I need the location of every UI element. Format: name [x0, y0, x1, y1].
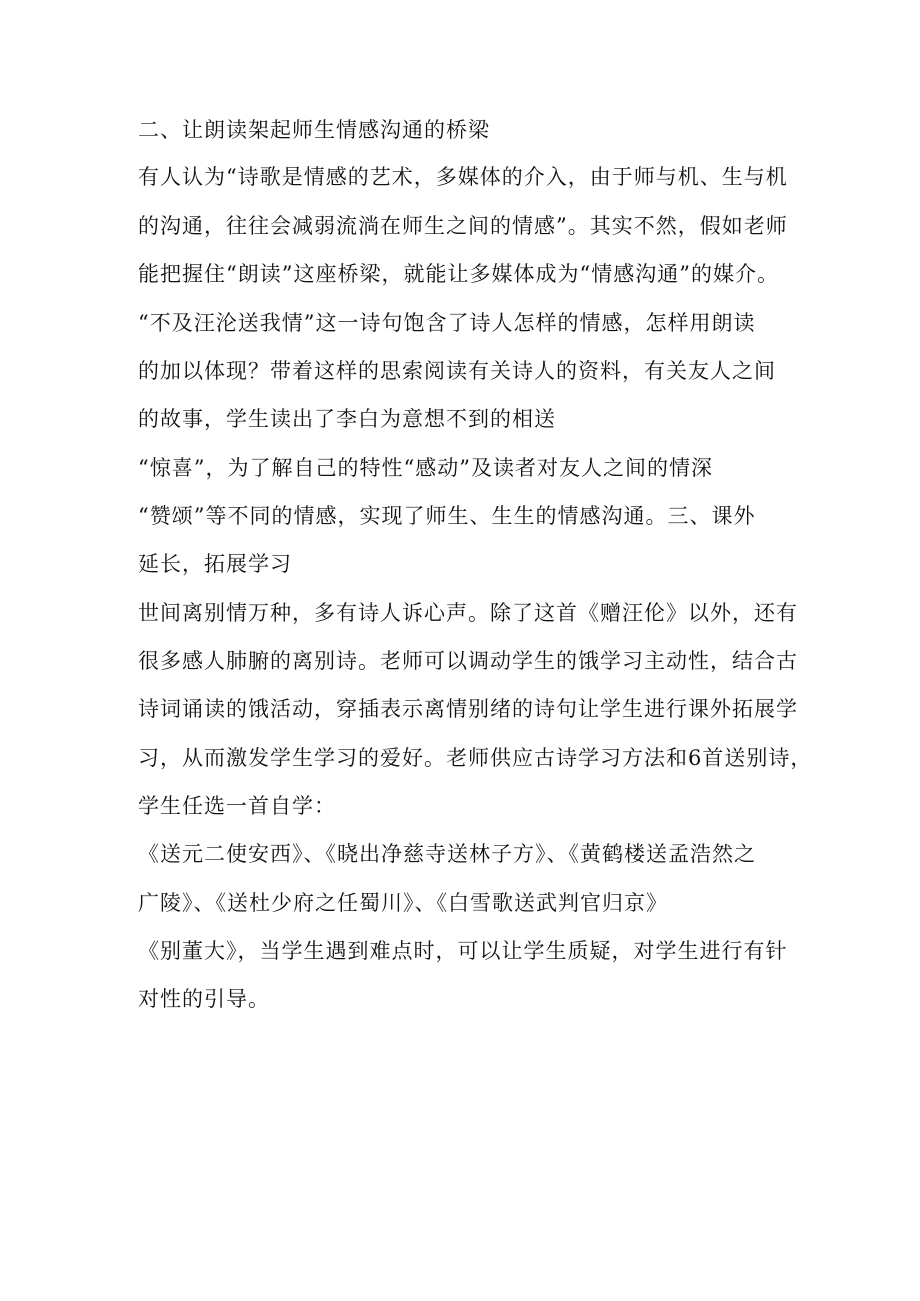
text-line: 习，从而激发学生学习的爱好。老师供应古诗学习方法和6首送别诗，	[138, 746, 813, 770]
text-line: 《送元二使安西》、《晓出净慈寺送林子方》、《黄鹤楼送孟浩然之	[138, 842, 756, 866]
section-heading: 二、让朗读架起师生情感沟通的桥梁	[138, 118, 490, 142]
text-line: “不及汪沦送我情”这一诗句饱含了诗人怎样的情感，怎样用朗读	[138, 311, 756, 335]
text-line: 学生任选一首自学：	[138, 794, 336, 818]
text-line: 很多感人肺腑的离别诗。老师可以调动学生的饿学习主动性，结合古	[138, 649, 798, 673]
text-line: 延长，拓展学习	[138, 552, 292, 576]
text-line: 的沟通，往往会减弱流淌在师生之间的情感”。其实不然，假如老师	[138, 214, 788, 238]
text-line: 广陵》、《送杜少府之任蜀川》、《白雪歌送武判官归京》	[138, 891, 668, 915]
text-line: 诗词诵读的饿活动，穿插表示离情别绪的诗句让学生进行课外拓展学	[138, 697, 798, 721]
text-line: 的加以体现？带着这样的思索阅读有关诗人的资料，有关友人之间	[138, 359, 776, 383]
text-line: 能把握住“朗读”这座桥梁，就能让多媒体成为“情感沟通”的媒介。	[138, 262, 779, 286]
text-line: “赞颂”等不同的情感，实现了师生、生生的情感沟通。三、课外	[138, 504, 756, 528]
text-line: 世间离别情万种，多有诗人诉心声。除了这首《赠汪伦》以外，还有	[138, 601, 798, 625]
text-line: 有人认为“诗歌是情感的艺术，多媒体的介入，由于师与机、生与机	[138, 165, 788, 189]
text-line: “惊喜”，为了解自己的特性“感动”及读者对友人之间的情深	[138, 456, 713, 480]
text-line: 对性的引导。	[138, 987, 270, 1011]
text-line: 《别董大》，当学生遇到难点时，可以让学生质疑，对学生进行有针	[138, 939, 788, 963]
text-line: 的故事，学生读出了李白为意想不到的相送	[138, 407, 556, 431]
